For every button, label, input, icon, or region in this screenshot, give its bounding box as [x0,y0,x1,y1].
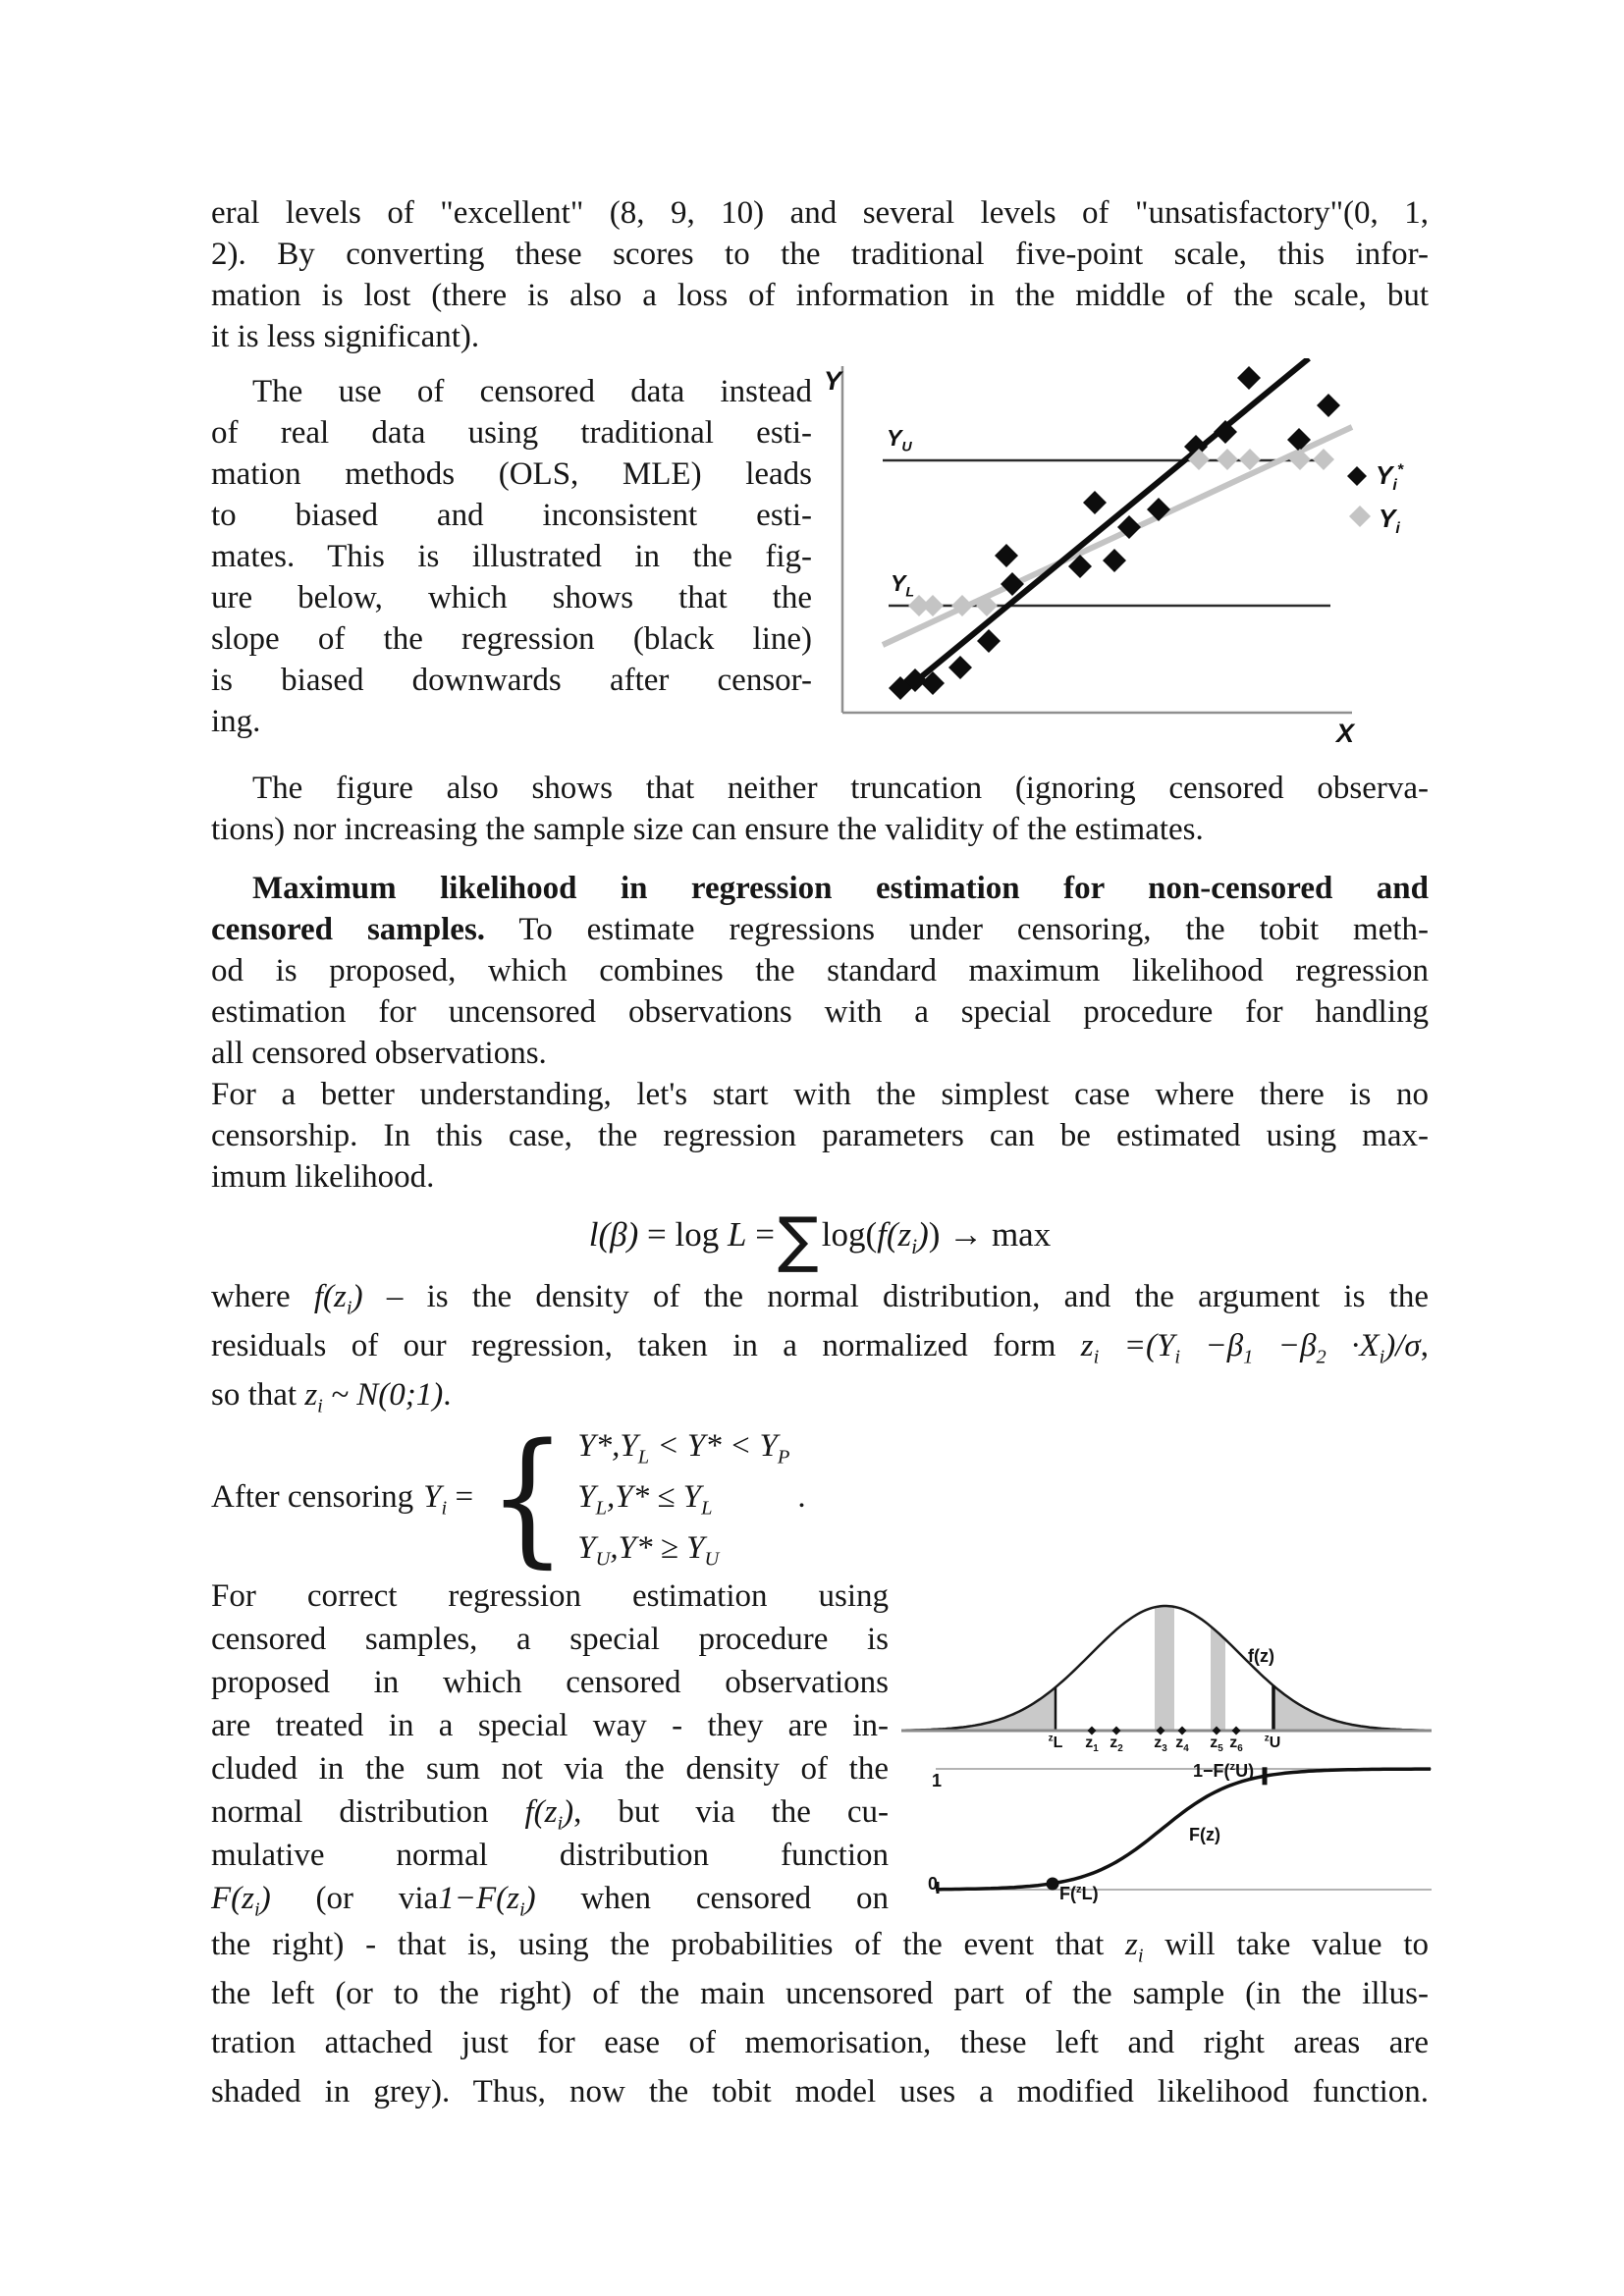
text-line: where $f(z_i)$ – is the density of the normal distribution, and the argument is the [211,1279,1429,1319]
curly-brace: { [488,1413,568,1581]
figure-density-and-cdf [877,1566,1436,1909]
text-line: censored samples. To estimate regressions under censoring, the tobit meth- [211,912,1429,947]
text-line: For a better understanding, let's start with the simplest case where there is no [211,1077,1429,1112]
cdf-curve [936,1769,1431,1890]
text-line: tration attached just for ease of memorisation, these left and right areas are [211,2025,1429,2060]
cases-prefix: After censoring [211,1478,414,1515]
text-line: 2). By converting these scores to the traditional five-point scale, this infor- [211,237,1429,272]
censoring-cases-equation [211,1413,1429,1581]
fig1-x-axis-label: X [1336,719,1355,748]
paragraph-ml-heading [211,868,1429,1074]
text-line: imum likelihood. [211,1159,435,1195]
cases-period: . [797,1478,806,1515]
text-line: Maximum likelihood in regression estimation for non-censored and [252,871,1429,906]
fig2-cdf-label: F(z) [1189,1825,1220,1844]
fig2-tick-label-2: $z_2$ [1110,1735,1123,1755]
density-strip-1 [1211,1627,1225,1731]
case-row: $Y_U,Y* \ge Y_U$ [577,1530,720,1571]
fig2-zero-label: 0 [928,1874,939,1894]
text-line: ure below, which shows that the [211,580,812,615]
cases-rows [577,1420,789,1574]
text-line: residuals of our regression, taken in a normalized form $z_i =(Y_i -\beta_1 -\beta_2 \cdot X_i)/\sigma$, [211,1328,1429,1368]
text-line: mation is lost (there is also a loss of information in the middle of the scale, but [211,278,1429,313]
latent-uncensored-point [1103,549,1126,572]
text-line: the left (or to the right) of the main uncensored part of the sample (in the illus- [211,1976,1429,2011]
latent-uncensored-point [948,656,972,679]
case-row: $Y_L,Y* \le Y_L$ [577,1479,713,1520]
text-line: mulative normal distribution function [211,1838,889,1873]
latent-uncensored-point [1083,491,1107,514]
density-strip-0 [1155,1606,1174,1731]
fig2-lower-tail-label: F($^z$L) [1059,1884,1099,1903]
censored-observed-point [1313,449,1334,470]
text-line: mates. This is illustrated in the fig- [211,539,812,574]
latent-uncensored-point [1237,366,1261,390]
formula-left: l(β) = log L = [588,1215,775,1254]
fig1-censor-label-1: $Y_L$ [891,570,915,601]
fig2-density-label: f(z) [1248,1646,1274,1666]
fig1-y-axis-label: Y [824,366,842,396]
text-line: are treated in a special way - they are in- [211,1708,889,1743]
cdf-lower-dot [1047,1878,1059,1891]
paragraph-density-residuals [211,1272,1429,1419]
case-row: $Y*,Y_L < Y* < Y_P$ [577,1428,790,1468]
text-line: tions) nor increasing the sample size can ensure the validity of the estimates. [211,812,1204,847]
fig1-legend-label-0: $Y_i^*$ [1376,460,1404,495]
text-line: of real data using traditional esti- [211,415,812,451]
text-line: censored samples, a special procedure is [211,1622,889,1657]
text-line: ing. [211,704,261,739]
paragraph-simplest-case [211,1074,1429,1198]
paragraph-tobit-conclusion [211,1920,1429,2116]
text-line: proposed in which censored observations [211,1665,889,1700]
text-line: it is less significant). [211,319,480,354]
paragraph-special-procedure [211,1575,889,1920]
text-line: The figure also shows that neither truncation (ignoring censored observa- [252,771,1429,806]
text-line: $F(z_i)$ (or $via1-F(z_i)$ when censored on [211,1881,889,1921]
fig2-tick-label-0: $^z$L [1048,1733,1063,1751]
fig2-tick-label-3: $z_3$ [1154,1735,1167,1755]
legend-marker [1347,466,1367,486]
text-line: so that $z_i$ ~ N(0;1). [211,1377,452,1417]
fig2-one-label: 1 [932,1771,943,1790]
fig2-tick-label-7: $^z$U [1264,1733,1281,1751]
text-line: the right) - that is, using the probabilities of the event that $z_i$ will take value to [211,1927,1429,1967]
true-black-regression [900,358,1309,694]
text-line: censorship. In this case, the regression parameters can be estimated using max- [211,1118,1429,1153]
legend-marker [1349,506,1371,527]
figure-censored-regression-scatter [820,358,1429,751]
censored-observed-point [1239,449,1261,470]
fig2-tick-label-4: $z_4$ [1175,1735,1189,1755]
text-line: For correct regression estimation using [211,1578,889,1614]
text-line: all censored observations. [211,1036,547,1071]
paragraph-censored-data-bias [211,371,812,742]
fig1-censor-label-0: $Y_U$ [887,425,912,455]
fig1-legend-label-1: $Y_i$ [1379,504,1400,538]
formula-right: $\log(f(z_i)) \to \max$ [821,1215,1052,1258]
text-line: slope of the regression (black line) [211,621,812,657]
fig2-tick-label-1: $z_1$ [1085,1735,1099,1755]
paragraph-truncation-note [211,768,1429,850]
fig2-tick-label-6: $z_6$ [1229,1735,1243,1755]
text-line: shaded in grey). Thus, now the tobit model uses a modified likelihood function. [211,2074,1429,2109]
sigma-symbol: ∑ [777,1202,819,1275]
latent-uncensored-point [995,544,1018,567]
text-line: od is proposed, which combines the standard maximum likelihood regression [211,953,1429,988]
scatter-plot-canvas [820,358,1429,751]
censored-observed-point [922,595,944,616]
text-line: mation methods (OLS, MLE) leads [211,456,812,492]
text-line: to biased and inconsistent esti- [211,498,812,533]
cases-lhs: $Y_i$ = [423,1478,474,1520]
fig2-upper-tail-label: 1−F($^z$U) [1193,1761,1255,1781]
text-line: eral levels of "excellent" (8, 9, 10) and several levels of "unsatisfactory"(0, 1, [211,195,1429,231]
text-line: is biased downwards after censor- [211,663,812,698]
text-line: estimation for uncensored observations with a special procedure for handling [211,994,1429,1030]
latent-uncensored-point [1317,394,1340,417]
text-line: The use of censored data instead [252,374,812,409]
censored-observed-point [1217,449,1238,470]
text-line: normal distribution $f(z_i)$, but via the cu- [211,1794,890,1835]
paragraph-scale-conversion [211,192,1429,357]
likelihood-formula [211,1198,1429,1275]
text-line: cluded in the sum not via the density of the [211,1751,889,1787]
fig2-tick-label-5: $z_5$ [1210,1735,1223,1755]
latent-uncensored-point [977,629,1001,653]
